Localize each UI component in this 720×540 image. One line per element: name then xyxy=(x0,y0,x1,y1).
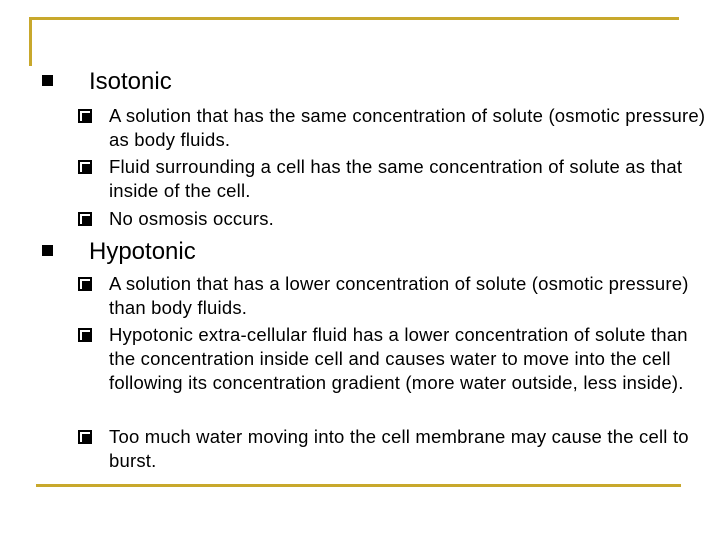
list-item-text: A solution that has the same concentration of solute (osmotic pressure) as body fluids. xyxy=(109,105,706,150)
checkbox-bullet-icon xyxy=(78,160,92,174)
list-item-text: Hypotonic extra-cellular fluid has a lower concentration of solute than the concentration inside cell and causes water to move into the cell following its concentration gradient (more water outside, less inside). xyxy=(109,324,688,393)
checkbox-bullet-icon xyxy=(78,277,92,291)
checkbox-bullet-icon xyxy=(78,430,92,444)
checkbox-bullet-icon xyxy=(78,212,92,226)
square-bullet-icon xyxy=(42,75,53,86)
checkbox-bullet-icon xyxy=(78,109,92,123)
list-item-text: Fluid surrounding a cell has the same concentration of solute as that inside of the cell. xyxy=(109,156,683,201)
checkbox-bullet-icon xyxy=(78,328,92,342)
section-title: Isotonic xyxy=(89,68,172,95)
square-bullet-icon xyxy=(42,245,53,256)
list-item-text: Too much water moving into the cell membrane may cause the cell to burst. xyxy=(109,426,689,471)
list-item-text: No osmosis occurs. xyxy=(109,208,275,229)
section-title: Hypotonic xyxy=(89,238,196,265)
list-item-text: A solution that has a lower concentration of solute (osmotic pressure) than body fluids. xyxy=(109,273,689,318)
